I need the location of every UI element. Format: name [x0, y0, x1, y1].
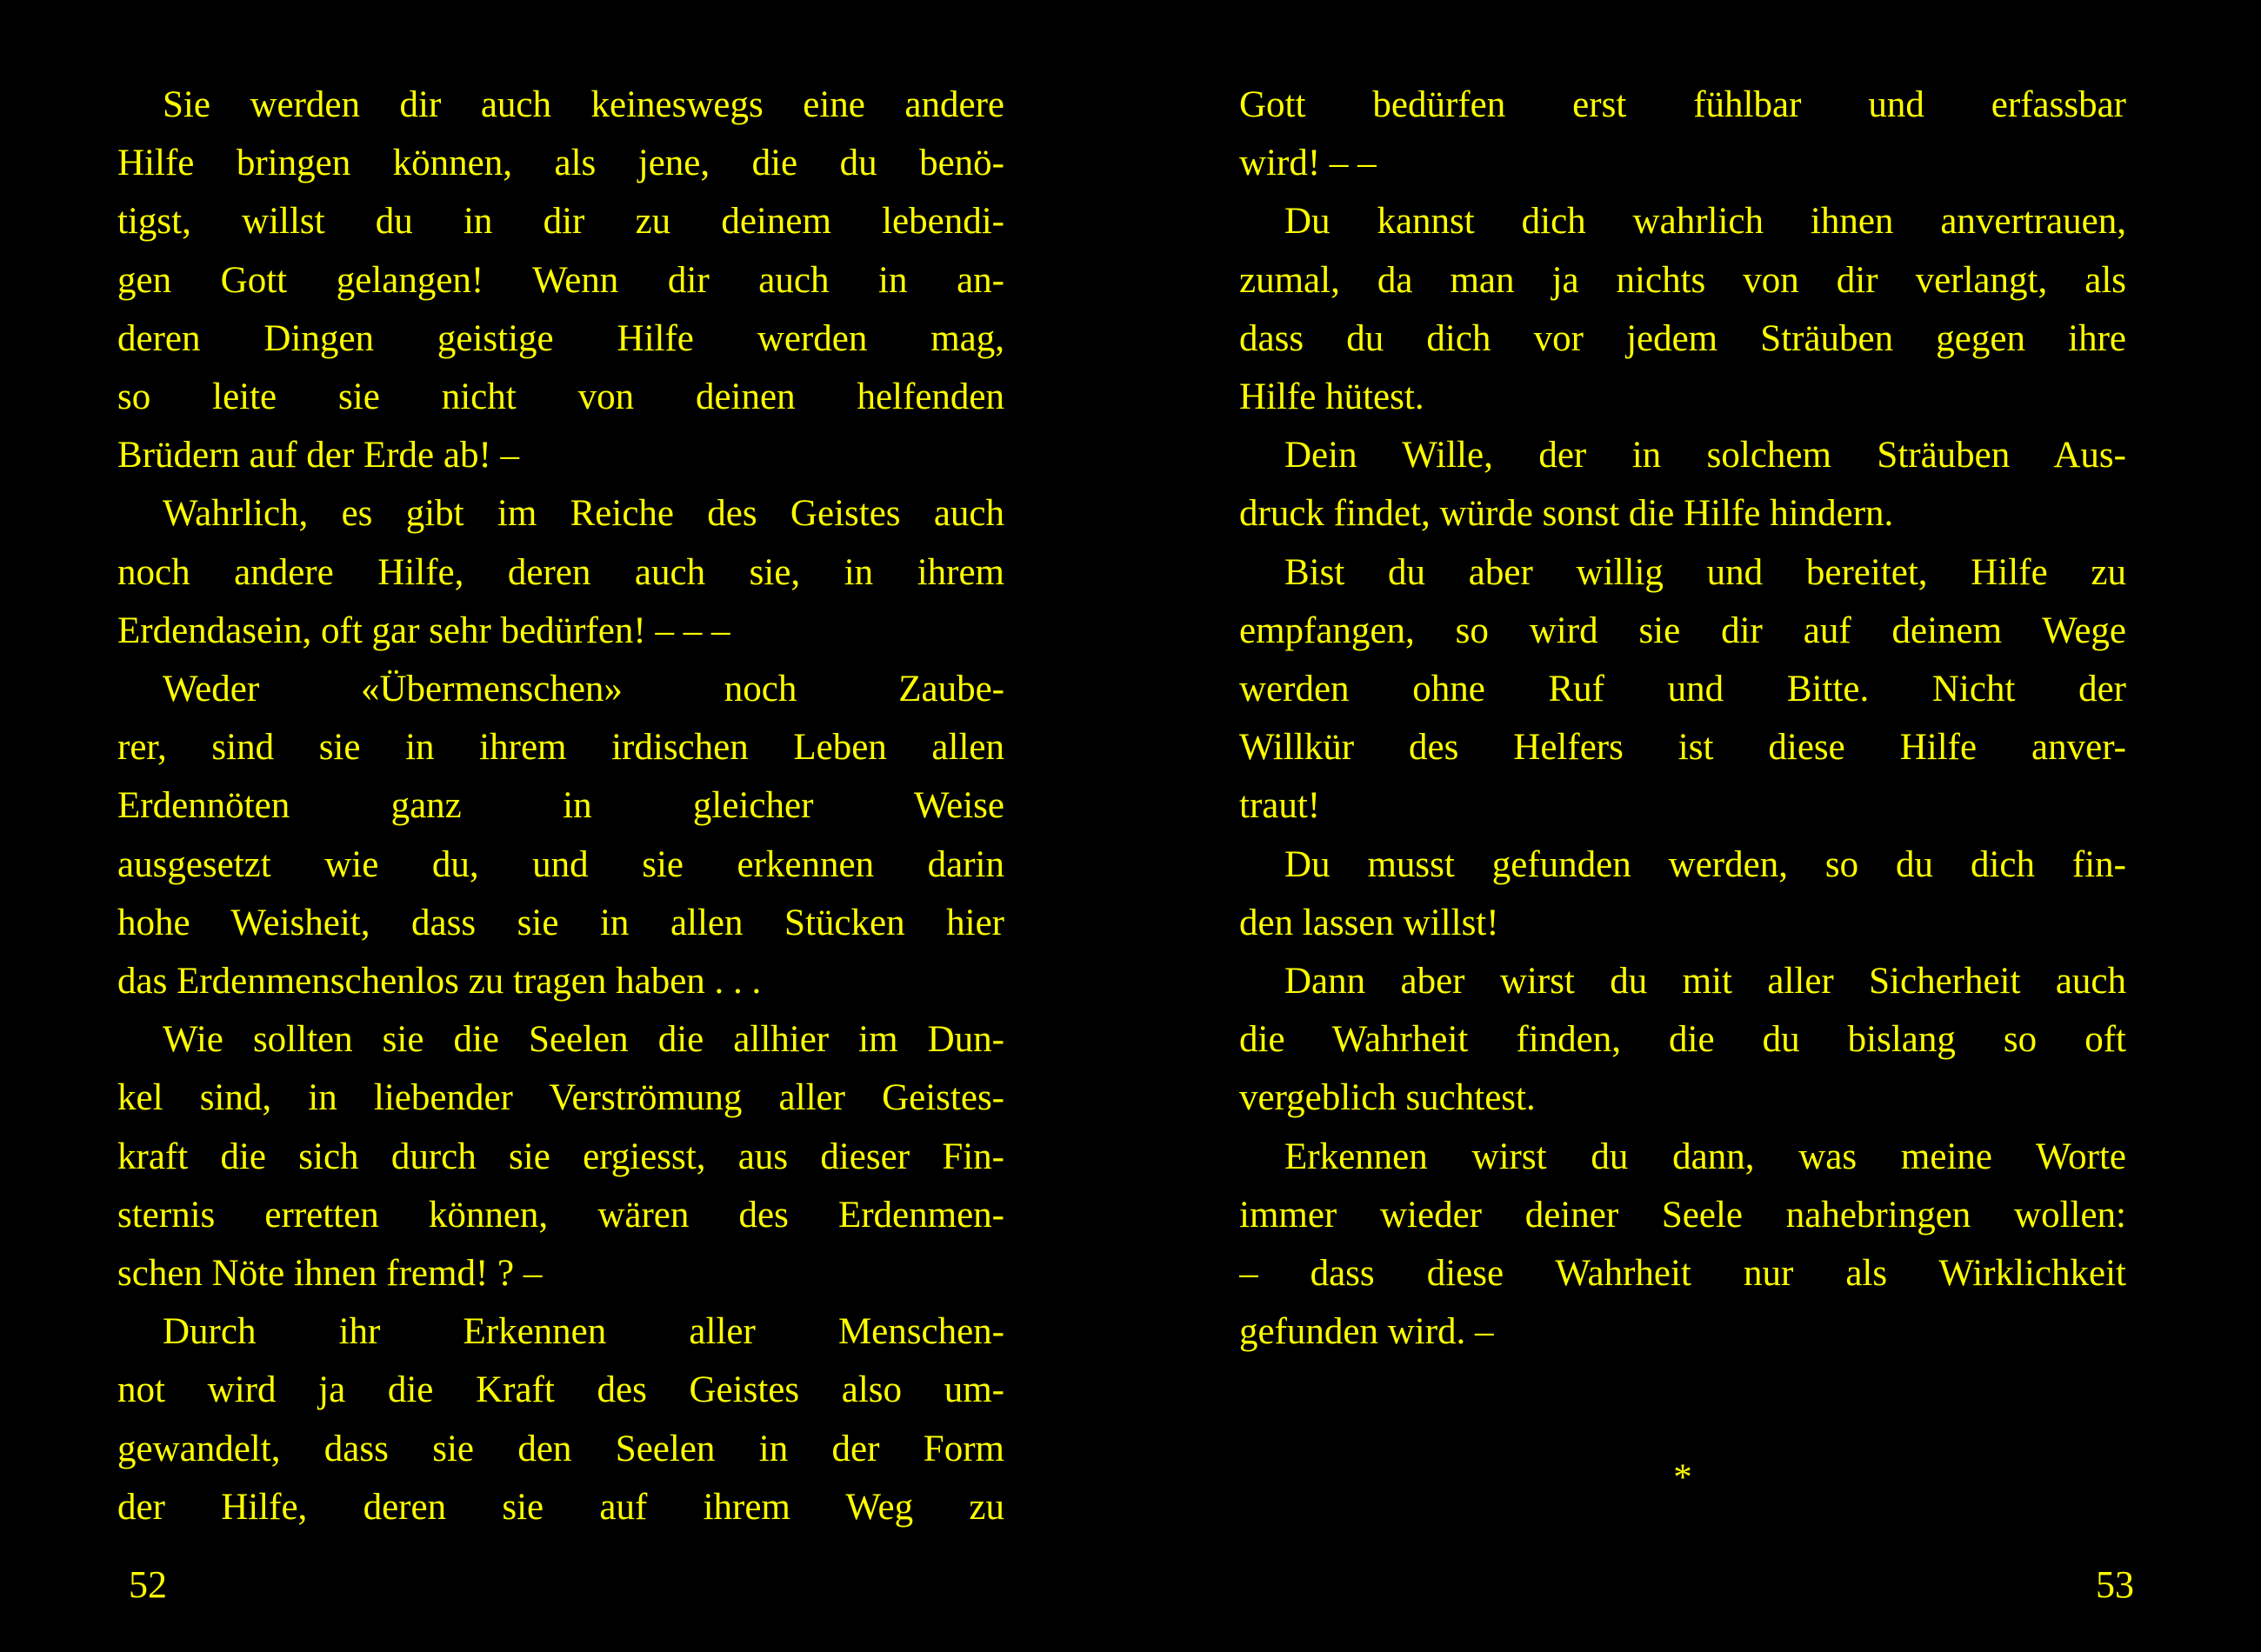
text-line: traut!	[1239, 785, 1321, 827]
text-line: den lassen willst!	[1239, 902, 1499, 943]
section-ornament: *	[1673, 1457, 1692, 1499]
text-line: Erdennöten ganz in gleicher Weise	[117, 785, 1004, 827]
left-page	[117, 77, 1004, 1607]
text-line: sternis erretten können, wären des Erdenmen-	[117, 1194, 1004, 1236]
text-line: Erdendasein, oft gar sehr bedürfen! – – –	[117, 610, 730, 651]
text-line: Wie sollten sie die Seelen die allhier im Dun-	[163, 1019, 1004, 1061]
text-line: Hilfe hütest.	[1239, 376, 1424, 417]
text-line: Weder «Übermenschen» noch Zaube-	[163, 669, 1004, 709]
text-line: Wahrlich, es gibt im Reiche des Geistes auch	[163, 493, 1004, 535]
text-line: gewandelt, dass sie den Seelen in der Form	[117, 1428, 1004, 1469]
text-line: Brüdern auf der Erde ab! –	[117, 435, 520, 476]
text-line: Bist du aber willig und bereitet, Hilfe zu	[1284, 551, 2126, 593]
text-line: deren Dingen geistige Hilfe werden mag,	[117, 317, 1004, 359]
text-line: tigst, willst du in dir zu deinem lebendi-	[117, 201, 1004, 243]
text-line: Erkennen wirst du dann, was meine Worte	[1284, 1136, 2126, 1177]
text-line: kraft die sich durch sie ergiesst, aus dieser Fin-	[117, 1136, 1004, 1177]
text-line: Hilfe bringen können, als jene, die du benö-	[117, 143, 1004, 184]
text-line: hohe Weisheit, dass sie in allen Stücken hier	[117, 902, 1004, 943]
text-line: ausgesetzt wie du, und sie erkennen darin	[117, 843, 1004, 885]
text-line: kel sind, in liebender Verströmung aller Geistes-	[117, 1077, 1004, 1119]
page-number-right: 53	[2096, 1563, 2134, 1606]
text-line: Du kannst dich wahrlich ihnen anvertrauen,	[1284, 201, 2126, 243]
text-line: so leite sie nicht von deinen helfenden	[117, 376, 1004, 417]
text-line: werden ohne Ruf und Bitte. Nicht der	[1239, 669, 2126, 709]
text-line: Dein Wille, der in solchem Sträuben Aus-	[1284, 435, 2126, 476]
text-line: gen Gott gelangen! Wenn dir auch in an-	[117, 259, 1004, 301]
text-line: gefunden wird. –	[1239, 1311, 1494, 1353]
text-line: Dann aber wirst du mit aller Sicherheit auch	[1284, 961, 2126, 1002]
text-line: empfangen, so wird sie dir auf deinem Wege	[1239, 610, 2126, 651]
text-line: – dass diese Wahrheit nur als Wirklichkeit	[1239, 1253, 2126, 1294]
text-line: druck findet, würde sonst die Hilfe hindern.	[1239, 493, 1894, 535]
text-line: not wird ja die Kraft des Geistes also um-	[117, 1369, 1004, 1411]
text-line: rer, sind sie in ihrem irdischen Leben allen	[117, 727, 1004, 769]
text-line: Gott bedürfen erst fühlbar und erfassbar	[1239, 84, 2126, 125]
page-number-left: 52	[129, 1563, 167, 1606]
text-line: wird! – –	[1239, 143, 1377, 184]
text-line: das Erdenmenschenlos zu tragen haben . . .	[117, 961, 762, 1002]
text-line: die Wahrheit finden, die du bislang so oft	[1239, 1019, 2126, 1061]
text-line: Willkür des Helfers ist diese Hilfe anver-	[1239, 727, 2126, 769]
right-page	[1239, 77, 2126, 1607]
text-line: vergeblich suchtest.	[1239, 1077, 1536, 1119]
text-line: Durch ihr Erkennen aller Menschen-	[163, 1311, 1004, 1353]
text-line: schen Nöte ihnen fremd! ? –	[117, 1253, 543, 1294]
text-line: Sie werden dir auch keineswegs eine andere	[163, 84, 1004, 125]
text-line: zumal, da man ja nichts von dir verlangt, als	[1239, 259, 2126, 301]
text-line: noch andere Hilfe, deren auch sie, in ihrem	[117, 551, 1004, 593]
text-line: Du musst gefunden werden, so du dich fin-	[1284, 843, 2126, 885]
text-line: der Hilfe, deren sie auf ihrem Weg zu	[117, 1486, 1004, 1528]
text-line: immer wieder deiner Seele nahebringen wollen:	[1239, 1194, 2126, 1236]
text-line: dass du dich vor jedem Sträuben gegen ihre	[1239, 317, 2126, 359]
